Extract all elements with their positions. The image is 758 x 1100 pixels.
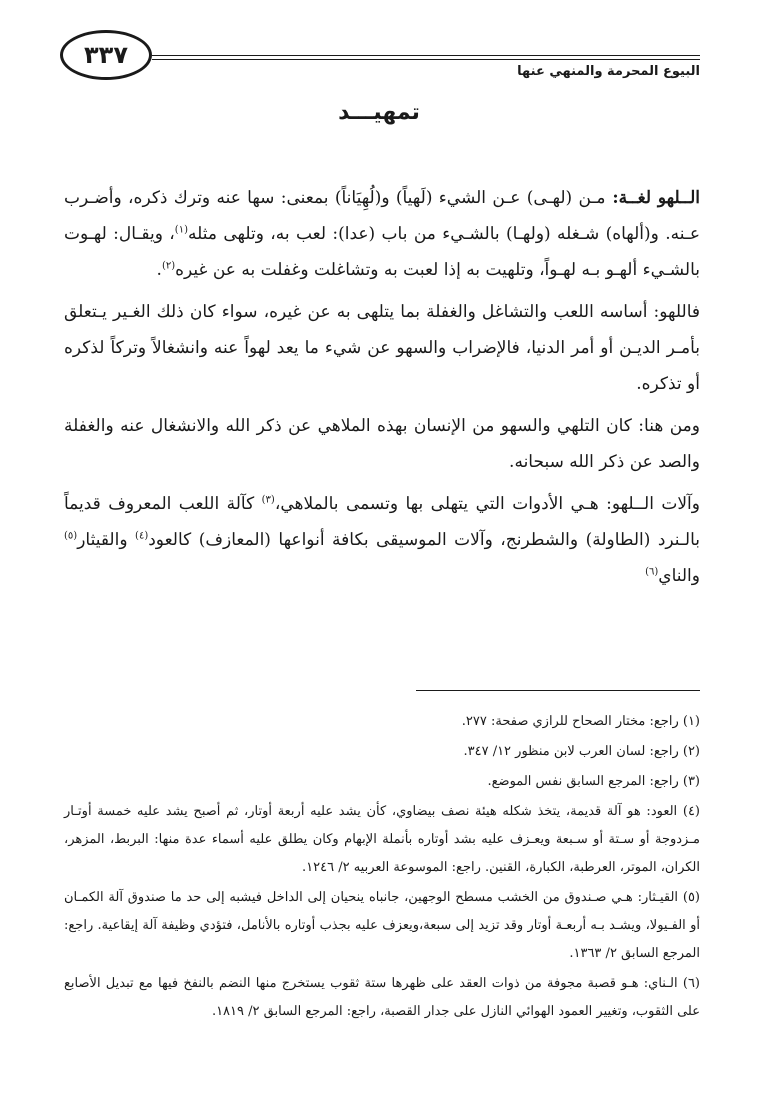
paragraph-lahw-definition — [64, 180, 700, 288]
footnote-5: (٥) القيـثار: هـي صـندوق من الخشب مسطح الوجهين، جانباه ينحيان إلى الداخل فيشبه إلى حد ما صندوق آلة الكمـان أو الفـيولا، ويشـد بـه أربعـة أوتار وقد تزيد إلى سبعة،ويعزف عليه بجذب أوتاره بالأنامل، فتؤدي وظيفة آلة إيقاعية. راجع: المرجع السابق ٢/ ١٣٦٣. — [64, 890, 700, 961]
footnote-2: (٢) راجع: لسان العرب لابن منظور ١٢/ ٣٤٧. — [463, 744, 700, 759]
running-title: البيوع المحرمة والمنهي عنها — [517, 64, 700, 79]
footnote-1: (١) راجع: مختار الصحاح للرازي صفحة: ٢٧٧. — [461, 714, 700, 729]
paragraph-lahw-instruments — [64, 486, 700, 594]
paragraph-text: والناي — [658, 566, 700, 586]
footnote-ref[interactable]: (٤) — [135, 530, 149, 542]
footnote-4: (٤) العود: هو آلة قديمة، يتخذ شكله هيئة نصف بيضاوي، كأن يشد عليه أربعة أوتار، ثم أصبح يشد عليه خمسة أوتـار مـزدوجة أو سـتة أو سـبعة ويعـزف عليه بشد أوتاره بأنملة الإبهام وكان يطلق عليه أسماء عدة منها: البربط، المزهر، الكران، الموتر، العرطبة، الكبارة، القنين. راجع: الموسوعة العربيه ٢/ ١٢٤٦. — [64, 804, 700, 875]
paragraph-text: والقيثار — [77, 530, 136, 550]
term-lead: الــلهو لغــة: — [605, 188, 700, 208]
footnote-3: (٣) راجع: المرجع السابق نفس الموضع. — [487, 774, 700, 789]
footnote-ref[interactable]: (٦) — [645, 566, 659, 578]
page-header — [60, 30, 700, 86]
footnote-ref[interactable]: (١) — [174, 224, 188, 236]
paragraph-text: ومن هنا: كان التلهي والسهو من الإنسان بهذه الملاهي عن ذكر الله والانشغال عنه والغفلة والصد عن ذكر الله سبحانه. — [64, 416, 700, 472]
paragraph-lahw-basis — [64, 294, 700, 402]
page-number: ٣٣٧ — [60, 30, 152, 80]
paragraph-text: مـن (لهـى) عـن الشيء (لَهياً) و(لُهِيَاناً) بمعنى: سها عنه وترك ذكره، وأضـرب عـنه. و(ألهاه) شـغله (ولهـا) بالشـيء من باب (عدا): لعب به، وتلهى مثله — [64, 188, 701, 244]
paragraph-text: وآلات الــلهو: هـي الأدوات التي يتهلى بها وتسمى بالملاهي، — [274, 494, 700, 514]
paragraph-text: ، ويقـال: لهـوت بالشـيء ألهـو بـه لهـواً، وتلهيت به إذا لعبت به وتشاغلت وغفلت به عن غيره — [64, 224, 700, 280]
body-text — [64, 180, 700, 600]
section-title: تمهيـــد — [338, 100, 420, 125]
footnotes — [64, 708, 700, 1028]
footnote-ref[interactable]: (٣) — [261, 494, 275, 506]
paragraph-from-here — [64, 408, 700, 480]
footnote-6: (٦) الـناي: هـو قصبة مجوفة من ذوات العقد على ظهرها ستة ثقوب يستخرج منها النضم بالنفخ فيها مع تبديل الأصابع على الثقوب، وتغيير العمود الهوائي النازل على جدار القصبة، راجع: المرجع السابق ٢/ ١٨١٩. — [64, 976, 700, 1019]
paragraph-text: فاللهو: أساسه اللعب والتشاغل والغفلة بما يتلهى به عن غيره، سواء كان ذلك الغـير يـتعلق بأمـر الديـن أو أمر الدنيا، فالإضراب والسهو عن شيء ما يعد لهواً عنه وانشغالاً وتركاً لذكره أو تذكره. — [64, 302, 700, 394]
paragraph-text: كآلة اللعب المعروف قديماً بالـنرد (الطاولة) والشطرنج، وآلات الموسيقى بكافة أنواعها (المعازف) كالعود — [64, 494, 701, 550]
footnote-ref[interactable]: (٥) — [64, 530, 78, 542]
header-rule-line — [152, 55, 700, 56]
header-rule-line — [152, 59, 700, 60]
header-rule — [152, 55, 700, 63]
footnote-separator — [416, 690, 700, 691]
paragraph-text: . — [156, 260, 162, 280]
footnote-ref[interactable]: (٢) — [161, 260, 176, 272]
